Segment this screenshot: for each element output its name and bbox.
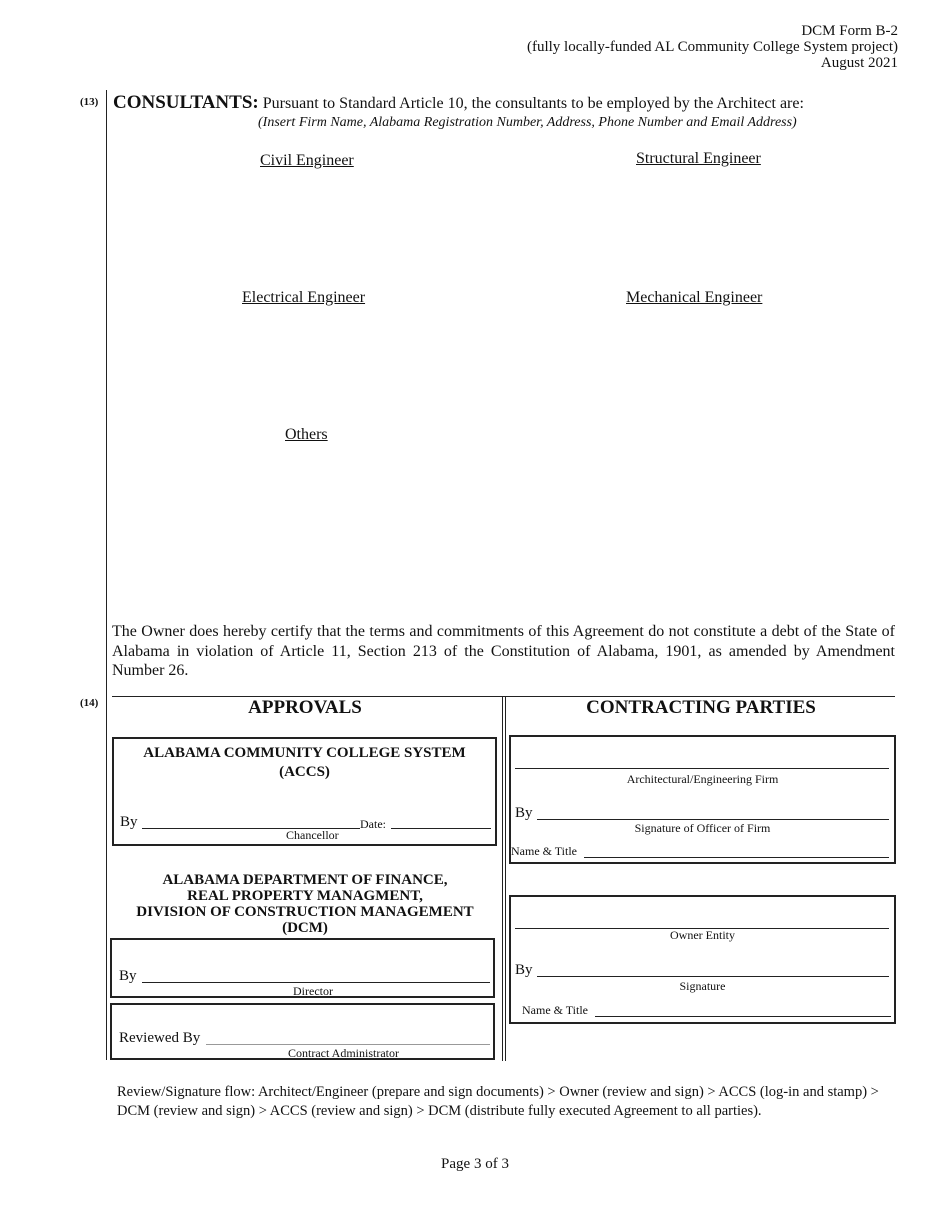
dcm-title-line3: DIVISION OF CONSTRUCTION MANAGEMENT	[136, 904, 474, 920]
mechanical-engineer-label: Mechanical Engineer	[626, 289, 763, 306]
dcm-director-box	[110, 938, 495, 998]
accs-approval-box	[112, 737, 497, 846]
firm-signature-caption: Signature of Officer of Firm	[634, 821, 771, 835]
reviewer-signature-line[interactable]	[206, 1044, 490, 1045]
accs-by-label: By	[120, 814, 138, 830]
margin-rule	[106, 90, 107, 1060]
consultants-heading: CONSULTANTS:	[113, 92, 259, 113]
column-divider-b	[505, 697, 506, 1061]
column-divider-a	[502, 697, 503, 1061]
electrical-engineer-label: Electrical Engineer	[242, 289, 366, 306]
owner-by-label: By	[515, 962, 533, 978]
section-14-number: (14)	[80, 697, 99, 709]
accs-role-caption: Chancellor	[286, 828, 339, 842]
dcm-by-label: By	[119, 968, 137, 984]
accs-title-line2: (ACCS)	[279, 764, 330, 780]
accs-date-label: Date:	[360, 817, 386, 831]
owner-signature-box	[509, 895, 896, 1024]
dcm-title-line4: (DCM)	[282, 920, 328, 936]
section-13-number: (13)	[80, 96, 99, 108]
reviewer-role-caption: Contract Administrator	[288, 1046, 399, 1060]
firm-name-title-line[interactable]	[584, 857, 889, 858]
owner-name-title-label: Name & Title	[522, 1003, 589, 1017]
owner-signature-caption: Signature	[679, 979, 726, 993]
accs-title-line1: ALABAMA COMMUNITY COLLEGE SYSTEM	[143, 745, 466, 761]
structural-engineer-label: Structural Engineer	[636, 150, 761, 167]
form-id: DCM Form B-2	[801, 23, 898, 39]
owner-name-caption: Owner Entity	[670, 928, 735, 942]
accs-date-line[interactable]	[391, 828, 491, 829]
signature-flow-note: Review/Signature flow: Architect/Engineer (prepare and sign documents) > Owner (review and sign) > ACCS (log-in and stamp) > DCM (review and sign) > ACCS (review and sign) > DCM (distribute fully executed Agreement to all parties).	[117, 1084, 879, 1119]
firm-name-line[interactable]	[515, 768, 889, 769]
consultants-heading-line	[113, 92, 804, 114]
page-number: Page 3 of 3	[441, 1156, 509, 1172]
dcm-signature-line[interactable]	[142, 982, 490, 983]
firm-name-title-label: Name & Title	[511, 844, 578, 858]
owner-name-title-line[interactable]	[595, 1016, 891, 1017]
dcm-title-line2: REAL PROPERTY MANAGMENT,	[187, 888, 423, 904]
firm-signature-line[interactable]	[537, 819, 889, 820]
dcm-title-line1: ALABAMA DEPARTMENT OF FINANCE,	[162, 872, 448, 888]
dcm-review-box	[110, 1003, 495, 1060]
others-label: Others	[285, 426, 328, 443]
firm-signature-box	[509, 735, 896, 864]
reviewed-by-label: Reviewed By	[119, 1030, 201, 1046]
approvals-title: APPROVALS	[248, 697, 362, 718]
firm-by-label: By	[515, 805, 533, 821]
dcm-role-caption: Director	[293, 984, 333, 998]
civil-engineer-label: Civil Engineer	[260, 152, 354, 169]
consultants-instruction: (Insert Firm Name, Alabama Registration Number, Address, Phone Number and Email Address)	[258, 115, 797, 130]
project-type: (fully locally-funded AL Community College System project)	[526, 39, 898, 55]
contracting-parties-title: CONTRACTING PARTIES	[586, 697, 816, 718]
firm-name-caption: Architectural/Engineering Firm	[626, 772, 779, 786]
owner-signature-line[interactable]	[537, 976, 889, 977]
consultants-intro: Pursuant to Standard Article 10, the consultants to be employed by the Architect are:	[262, 95, 804, 112]
form-date: August 2021	[820, 55, 898, 71]
owner-certification: The Owner does hereby certify that the terms and commitments of this Agreement do not constitute a debt of the State of Alabama in violation of Article 11, Section 213 of the Constitution of Alabama, 1901, as amended by Amendment Number 26.	[112, 623, 895, 679]
